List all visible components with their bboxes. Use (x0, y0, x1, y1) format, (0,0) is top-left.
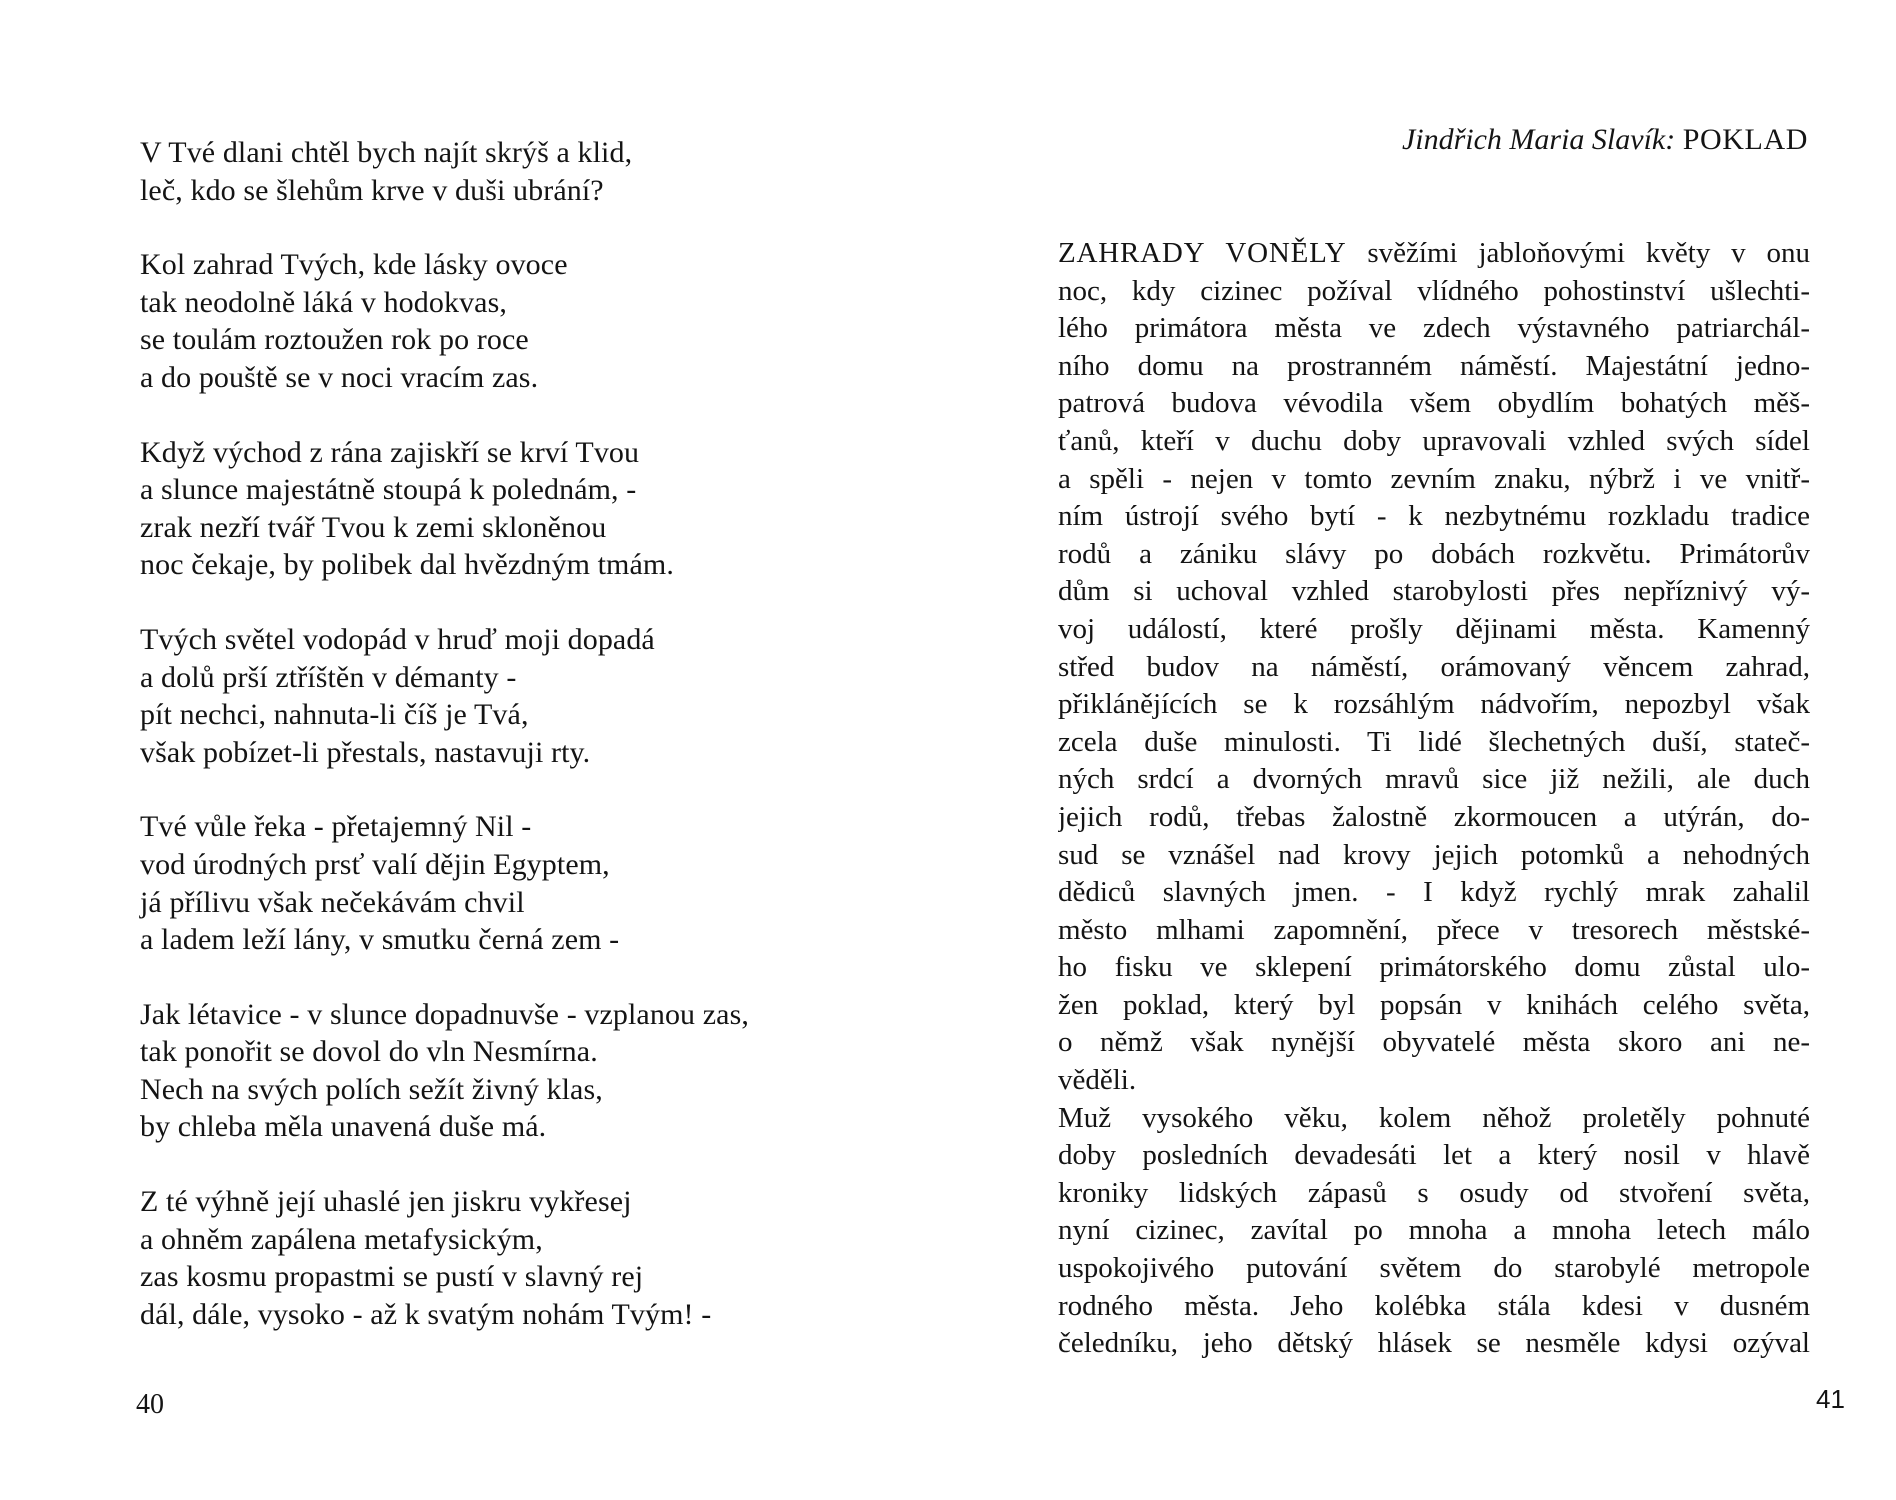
prose-line: sud se vznášel nad krovy jejich potomků a nehodných (1058, 838, 1810, 871)
prose-line: dům si uchoval vzhled starobylosti přes nepříznivý vý- (1058, 575, 1810, 608)
prose-line: zcela duše minulosti. Ti lidé šlechetných duší, stateč- (1058, 725, 1810, 758)
prose-line: věděli. (1058, 1064, 1137, 1097)
poem-line: Jak létavice - v slunce dopadnuvše - vzplanou zas, (140, 997, 749, 1031)
poem-line: Nech na svých polích sežít živný klas, (140, 1072, 603, 1106)
prose-line: ního domu na prostranném náměstí. Majestátní jedno- (1058, 349, 1810, 382)
prose-line: rodného města. Jeho kolébka stála kdesi v dusném (1058, 1289, 1810, 1322)
stanza (140, 134, 900, 209)
stanza (140, 996, 900, 1146)
poem-line: a ladem leží lány, v smutku černá zem - (140, 923, 620, 957)
running-head-title: POKLAD (1682, 123, 1808, 156)
right-page (948, 0, 1896, 1500)
poem-line: pít nechci, nahnuta-li číš je Tvá, (140, 698, 529, 732)
prose-line: Muž vysokého věku, kolem něhož proletěly pohnuté (1058, 1101, 1810, 1134)
opening-words: ZAHRADY VONĚLY (1058, 237, 1347, 269)
prose-text (1058, 235, 1810, 1363)
stanza (140, 1183, 900, 1333)
prose-line: žen poklad, který byl popsán v knihách celého světa, (1058, 988, 1810, 1021)
poem-line: V Tvé dlani chtěl bych najít skrýš a klid, (140, 136, 633, 169)
poem-line: tak neodolně láká v hodokvas, (140, 285, 507, 319)
poem-line: Kol zahrad Tvých, kde lásky ovoce (140, 248, 568, 282)
poem-line: a slunce majestátně stoupá k polednám, - (140, 473, 637, 507)
prose-line: ných srdcí a dvorných mravů sice již nežili, ale duch (1058, 763, 1810, 796)
prose-line: voj událostí, které prošly dějinami města. Kamenný (1058, 612, 1810, 645)
prose-line: noc, kdy cizinec požíval vlídného pohostinství ušlechti- (1058, 274, 1810, 307)
poem-line: já přílivu však nečekávám chvil (140, 885, 525, 919)
poem-line: a ohněm zapálena metafysickým, (140, 1222, 543, 1256)
prose-line: přiklánějících se k rozsáhlým nádvořím, nepozbyl však (1058, 688, 1810, 721)
prose-line: střed budov na náměstí, orámovaný věncem zahrad, (1058, 650, 1810, 683)
poem-line: zas kosmu propastmi se pustí v slavný rej (140, 1260, 644, 1294)
prose-line: město mlhami zapomnění, přece v tresorech městské- (1058, 913, 1810, 946)
page-number-left: 40 (136, 1389, 164, 1420)
poem-line: a dolů prší ztříštěn v démanty - (140, 660, 517, 694)
poem-line: však pobízet-li přestals, nastavuji rty. (140, 735, 591, 769)
prose-line: ho fisku ve sklepení primátorského domu zůstal ulo- (1058, 951, 1810, 984)
poem-line: Tvé vůle řeka - přetajemný Nil - (140, 810, 532, 844)
prose-line: dědiců slavných jmen. - I když rychlý mrak zahalil (1058, 876, 1810, 909)
prose-line (1058, 235, 1810, 273)
poem-line: se toulám roztoužen rok po roce (140, 323, 529, 357)
prose-line: doby posledních devadesáti let a který nosil v hlavě (1058, 1139, 1810, 1172)
prose-line: ťanů, kteří v duchu doby upravovali vzhled svých sídel (1058, 424, 1810, 457)
prose-line: čeledníku, jeho dětský hlásek se nesměle kdysi ozýval (1058, 1327, 1810, 1360)
poem (140, 134, 900, 1370)
prose-line: nyní cizinec, zavítal po mnoha a mnoha letech málo (1058, 1214, 1810, 1247)
running-head (1402, 122, 1808, 158)
poem-line: Tvých světel vodopád v hruď moji dopadá (140, 622, 655, 656)
prose-line: jejich rodů, třebas žalostně zkormoucen a utýrán, do- (1058, 800, 1810, 833)
prose-line: o němž však nynější obyvatelé města skoro ani ne- (1058, 1026, 1810, 1059)
prose-line-text: svěžími jabloňovými květy v onu (1367, 237, 1810, 269)
stanza (140, 621, 900, 771)
stanza (140, 246, 900, 396)
poem-line: Když východ z rána zajiskří se krví Tvou (140, 435, 640, 469)
poem-line: by chleba měla unavená duše má. (140, 1110, 547, 1144)
prose-line: uspokojivého putování světem do starobylé metropole (1058, 1252, 1810, 1285)
poem-line: vod úrodných prsť valí dějin Egyptem, (140, 847, 610, 881)
prose-line: rodů a zániku slávy po dobách rozkvětu. Primátorův (1058, 537, 1810, 570)
prose-line: lého primátora města ve zdech výstavného patriarchál- (1058, 312, 1810, 345)
poem-line: noc čekaje, by polibek dal hvězdným tmám. (140, 548, 674, 582)
poem-line: dál, dále, vysoko - až k svatým nohám Tvým! - (140, 1297, 712, 1331)
stanza (140, 808, 900, 958)
prose-line: a spěli - nejen v tomto zevním znaku, nýbrž i ve vnitř- (1058, 462, 1810, 495)
stanza (140, 434, 900, 584)
poem-line: Z té výhně její uhaslé jen jiskru vykřesej (140, 1185, 632, 1219)
page-number-right: 41 (1816, 1384, 1845, 1414)
poem-line: a do pouště se v noci vracím zas. (140, 360, 539, 394)
prose-line: ním ústrojí svého bytí - k nezbytnému rozkladu tradice (1058, 500, 1810, 533)
prose-line: patrová budova vévodila všem obydlím bohatých měš- (1058, 387, 1810, 420)
prose-line: kroniky lidských zápasů s osudy od stvoření světa, (1058, 1176, 1810, 1209)
poem-line: tak ponořit se dovol do vln Nesmírna. (140, 1035, 598, 1069)
running-head-author: Jindřich Maria Slavík: (1401, 123, 1676, 156)
poem-line: zrak nezří tvář Tvou k zemi skloněnou (140, 510, 607, 544)
poem-line: leč, kdo se šlehům krve v duši ubrání? (140, 173, 604, 207)
